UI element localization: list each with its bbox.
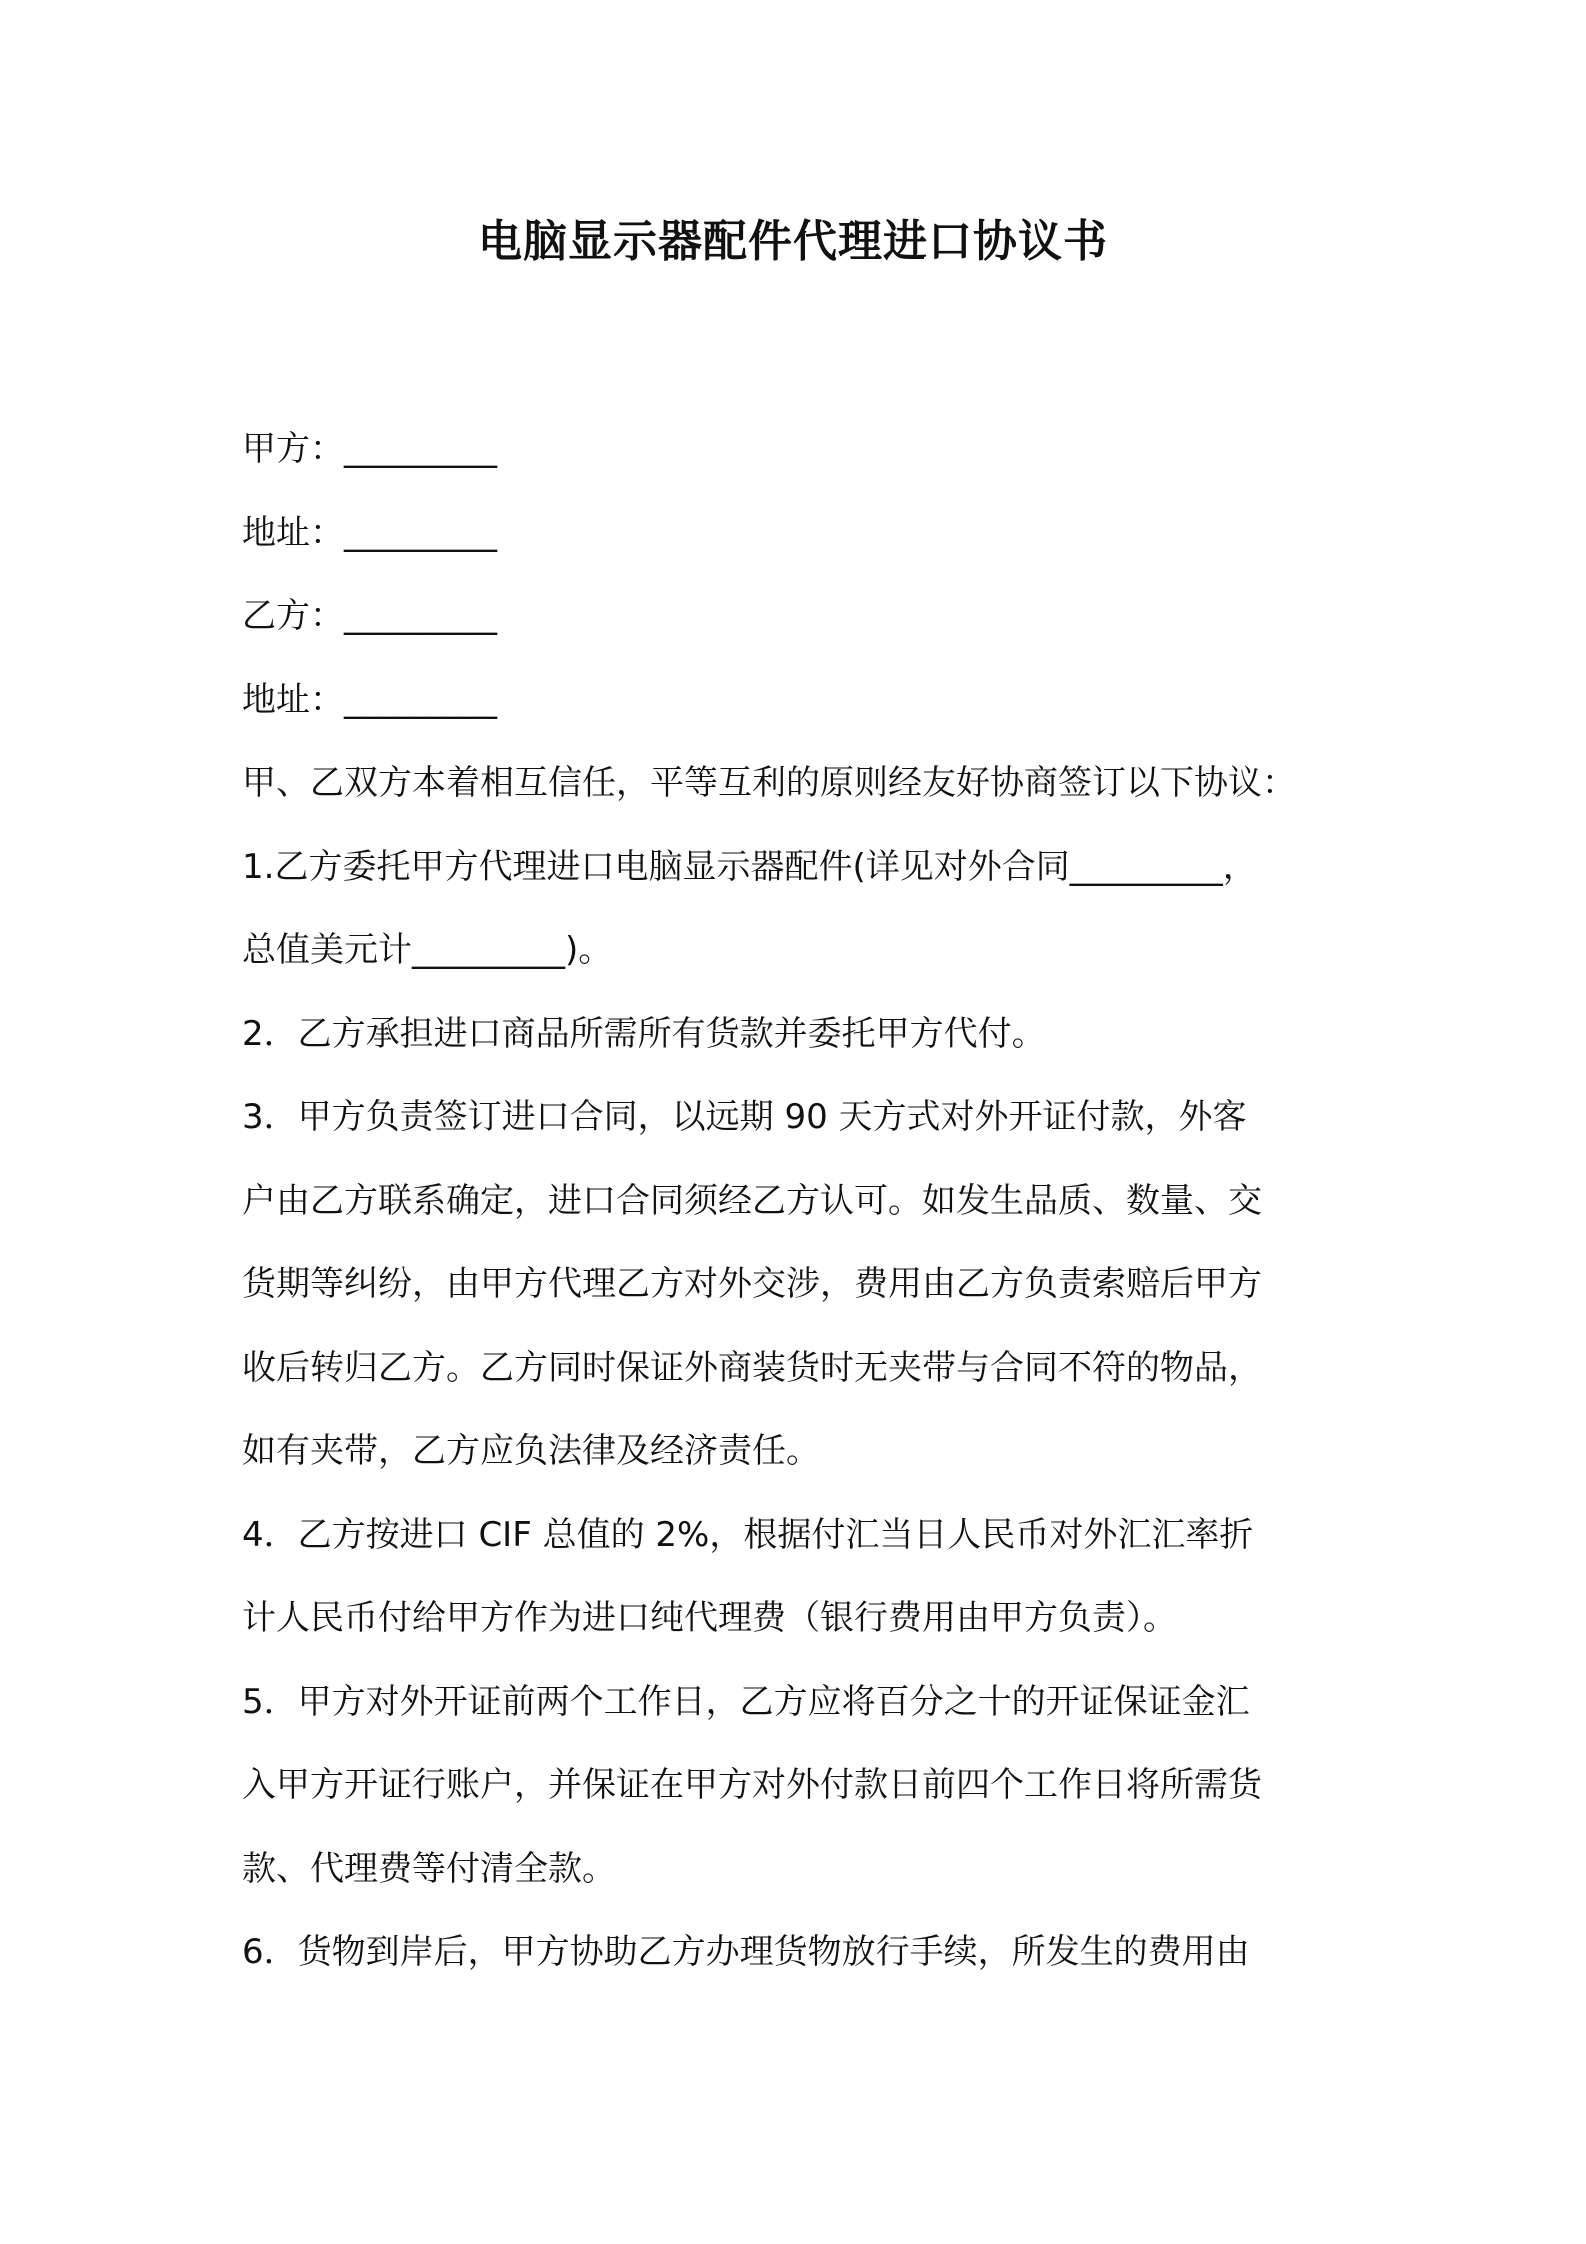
clause-3-line: 3．甲方负责签订进口合同，以远期 90 天方式对外开证付款，外客	[242, 1097, 1247, 1137]
clause-1-line: 总值美元计_________)。	[242, 930, 613, 970]
party-b-address-line: 地址：_________	[242, 679, 497, 720]
document-body	[242, 408, 1372, 1995]
clause-5-line: 入甲方开证行账户，并保证在甲方对外付款日前四个工作日将所需货	[242, 1765, 1262, 1805]
clause-4-line: 计人民币付给甲方作为进口纯代理费（银行费用由甲方负责）。	[242, 1598, 1177, 1638]
clause-3-line: 户由乙方联系确定，进口合同须经乙方认可。如发生品质、数量、交	[242, 1180, 1262, 1221]
clause-2-line: 2．乙方承担进口商品所需所有货款并委托甲方代付。	[242, 1013, 1046, 1054]
clause-6-line: 6．货物到岸后，甲方协助乙方办理货物放行手续，所发生的费用由	[242, 1932, 1250, 1972]
party-a-line: 甲方：_________	[242, 429, 497, 469]
clause-3-line: 如有夹带，乙方应负法律及经济责任。	[242, 1431, 820, 1471]
preamble-line: 甲、乙双方本着相互信任，平等互利的原则经友好协商签订以下协议：	[242, 763, 1296, 803]
clause-3-line: 收后转归乙方。乙方同时保证外商装货时无夹带与合同不符的物品，	[242, 1347, 1262, 1388]
party-a-address-line: 地址：_________	[242, 512, 497, 553]
document-title: 电脑显示器配件代理进口协议书	[478, 216, 1108, 267]
clause-5-line: 5．甲方对外开证前两个工作日，乙方应将百分之十的开证保证金汇	[242, 1681, 1250, 1722]
party-b-line: 乙方：_________	[242, 596, 497, 636]
clause-3-line: 货期等纠纷，由甲方代理乙方对外交涉，费用由乙方负责索赔后甲方	[242, 1264, 1262, 1304]
clause-5-line: 款、代理费等付清全款。	[242, 1848, 616, 1889]
clause-1-line: 1.乙方委托甲方代理进口电脑显示器配件(详见对外合同_________，	[242, 846, 1257, 887]
clause-4-line: 4．乙方按进口 CIF 总值的 2%，根据付汇当日人民币对外汇汇率折	[242, 1514, 1254, 1555]
